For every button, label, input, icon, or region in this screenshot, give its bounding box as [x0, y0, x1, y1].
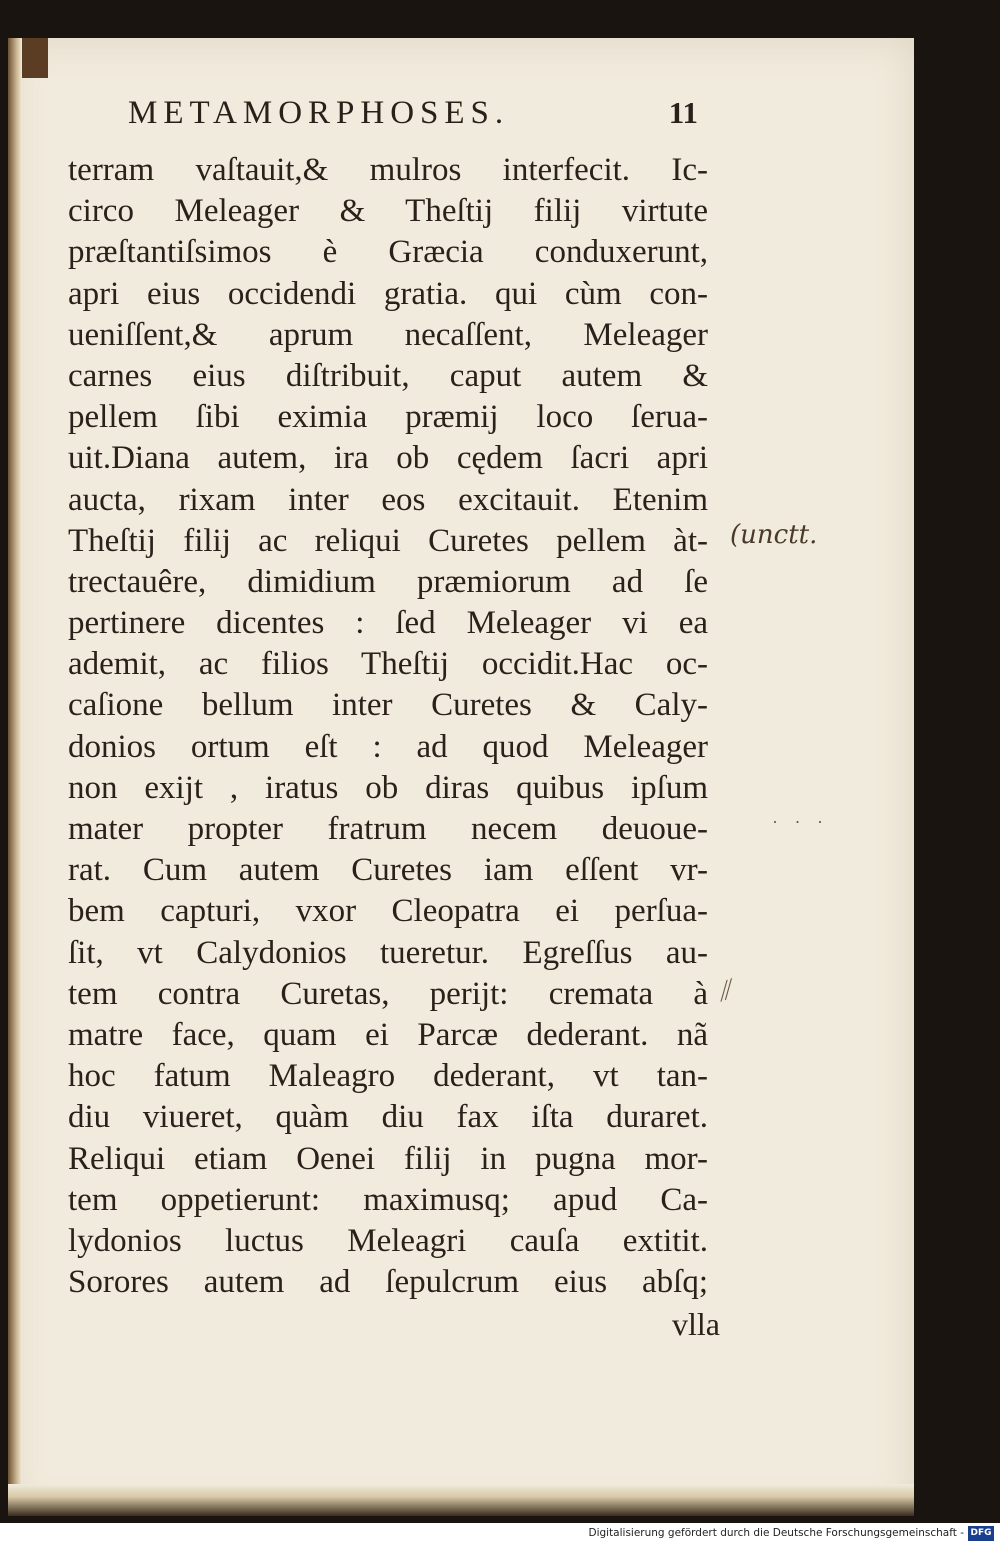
text-line: ſit, vt Calydonios tueretur. Egreſſus au-	[68, 934, 708, 971]
text-line: aucta, rixam inter eos excitauit. Etenim	[68, 481, 708, 518]
text-line: matre face, quam ei Parcæ dederant. nã	[68, 1016, 708, 1053]
funding-credit: Digitalisierung gefördert durch die Deutsche Forschungsgemeinschaft -	[588, 1527, 964, 1539]
text-line: non exijt , iratus ob diras quibus ipſum	[68, 769, 708, 806]
text-line: ueniſſent,& aprum necaſſent, Meleager	[68, 316, 708, 353]
text-line: bem capturi, vxor Cleopatra ei perſua-	[68, 893, 708, 930]
text-line: mater propter fratrum necem deuoue-	[68, 811, 708, 847]
handwritten-marginal-note: (unctt.	[730, 520, 818, 550]
text-line: Reliqui etiam Oenei filij in pugna mor-	[68, 1140, 708, 1177]
text-line: donios ortum eſt : ad quod Meleager	[68, 728, 708, 765]
text-line: tem contra Curetas, perijt: cremata à	[68, 975, 708, 1012]
text-line: caſione bellum inter Curetes & Caly-	[68, 687, 708, 724]
page-gutter-edge	[8, 38, 22, 1516]
body-text	[68, 150, 708, 1303]
text-line: terram vaſtauit,& mulros interfecit. Ic-	[68, 152, 708, 188]
text-line: carnes eius diſtribuit, caput autem &	[68, 357, 708, 394]
text-line: pellem ſibi eximia præmij loco ſerua-	[68, 399, 708, 436]
text-line: pertinere dicentes : ſed Meleager vi ea	[68, 605, 708, 642]
page-header	[128, 95, 698, 141]
footer-bar	[0, 1523, 1000, 1545]
margin-mark-stroke: ⁄⁄	[716, 974, 737, 1007]
text-line: præſtantiſsimos è Græcia conduxerunt,	[68, 234, 708, 271]
page-bottom-edge	[8, 1484, 914, 1516]
running-head: METAMORPHOSES.	[128, 95, 510, 131]
text-line: Theſtij filij ac reliqui Curetes pellem àt-	[68, 522, 708, 559]
text-line: tem oppetierunt: maximusq; apud Ca-	[68, 1181, 708, 1218]
text-line: rat. Cum autem Curetes iam eſſent vr-	[68, 852, 708, 889]
text-line: circo Meleager & Theſtij filij virtute	[68, 193, 708, 230]
text-line: trectauêre, dimidium præmiorum ad ſe	[68, 563, 708, 600]
text-line: diu viueret, quàm diu fax iſta duraret.	[68, 1099, 708, 1136]
page-number: 11	[668, 95, 698, 130]
text-line: ademit, ac filios Theſtij occidit.Hac oc-	[68, 646, 708, 683]
text-line: Sorores autem ad ſepulcrum eius abſq;	[68, 1264, 708, 1301]
text-line: apri eius occidendi gratia. qui cùm con-	[68, 275, 708, 312]
text-line: uit.Diana autem, ira ob cędem ſacri apri	[68, 440, 708, 477]
catchword: vlla	[672, 1306, 720, 1342]
text-line: hoc fatum Maleagro dederant, vt tan-	[68, 1058, 708, 1095]
dfg-logo: DFG	[968, 1526, 994, 1541]
text-line: lydonios luctus Meleagri cauſa extitit.	[68, 1222, 708, 1259]
margin-mark-dots: · · ·	[772, 812, 829, 832]
